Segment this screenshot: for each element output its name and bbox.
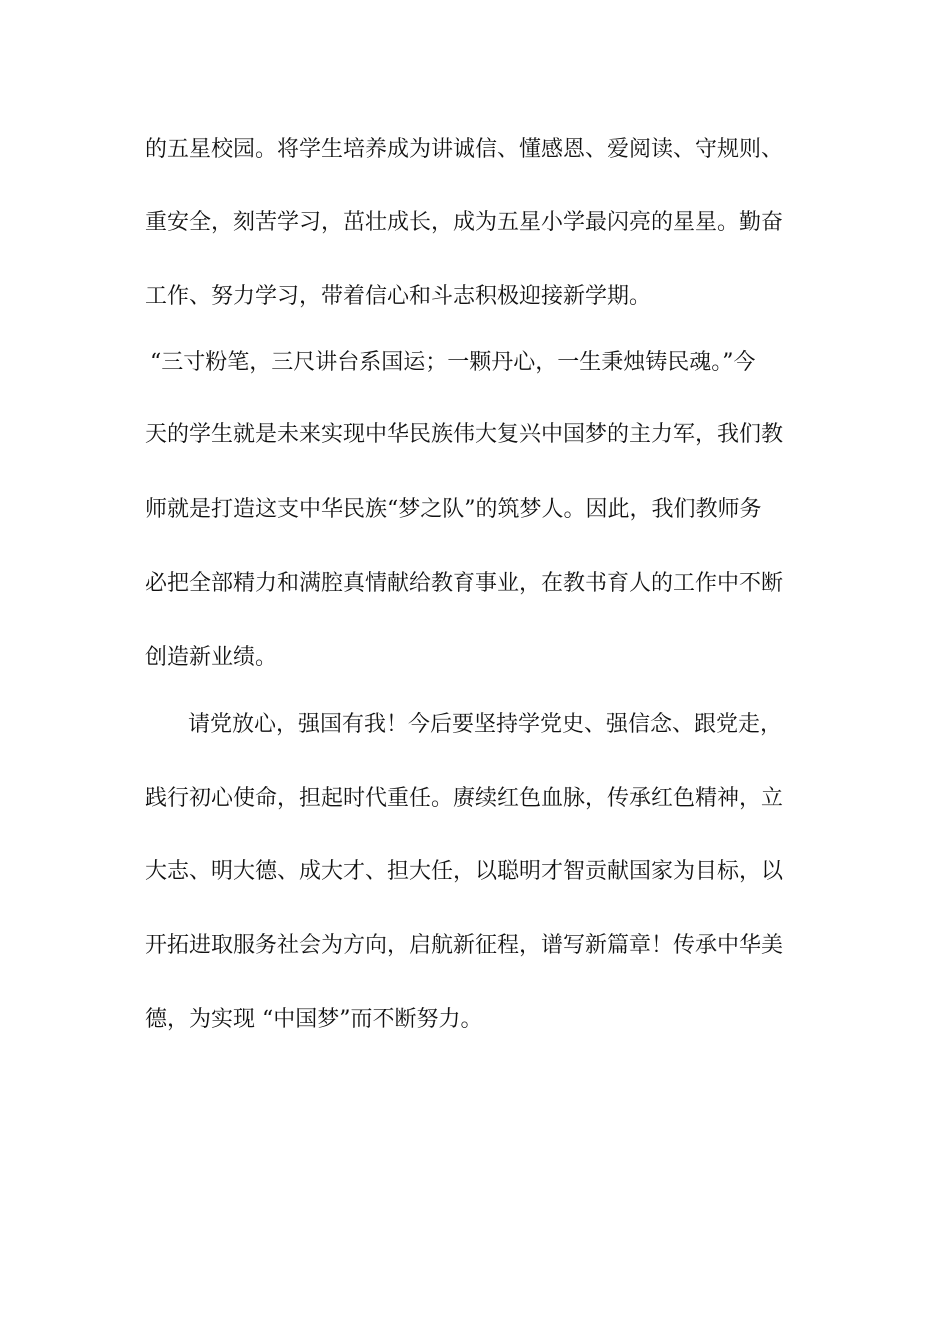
text-line: 的五星校园。将学生培养成为讲诚信、懂感恩、爱阅读、守规则、 [145, 137, 784, 162]
text-line: 重安全，刻苦学习，茁壮成长，成为五星小学最闪亮的星星。勤奋 [145, 210, 784, 235]
text-line: 请党放心，强国有我！今后要坚持学党史、强信念、跟党走， [188, 712, 783, 737]
text-line: 天的学生就是未来实现中华民族伟大复兴中国梦的主力军，我们教 [145, 422, 784, 447]
text-line: “三寸粉笔，三尺讲台系国运；一颗丹心，一生秉烛铸民魂。”今 [150, 350, 756, 375]
text-line: 开拓进取服务社会为方向，启航新征程，谱写新篇章！传承中华美 [145, 933, 784, 958]
text-line: 德，为实现 “中国梦”而不断努力。 [145, 1007, 483, 1032]
text-line: 大志、明大德、成大才、担大任，以聪明才智贡献国家为目标，以 [145, 859, 784, 884]
text-line: 师就是打造这支中华民族“梦之队”的筑梦人。因此，我们教师务 [145, 497, 762, 522]
text-line: 工作、努力学习，带着信心和斗志积极迎接新学期。 [145, 284, 652, 309]
text-line: 创造新业绩。 [145, 645, 278, 670]
text-line: 践行初心使命，担起时代重任。赓续红色血脉，传承红色精神，立 [145, 786, 784, 811]
text-line: 必把全部精力和满腔真情献给教育事业，在教书育人的工作中不断 [145, 571, 784, 596]
